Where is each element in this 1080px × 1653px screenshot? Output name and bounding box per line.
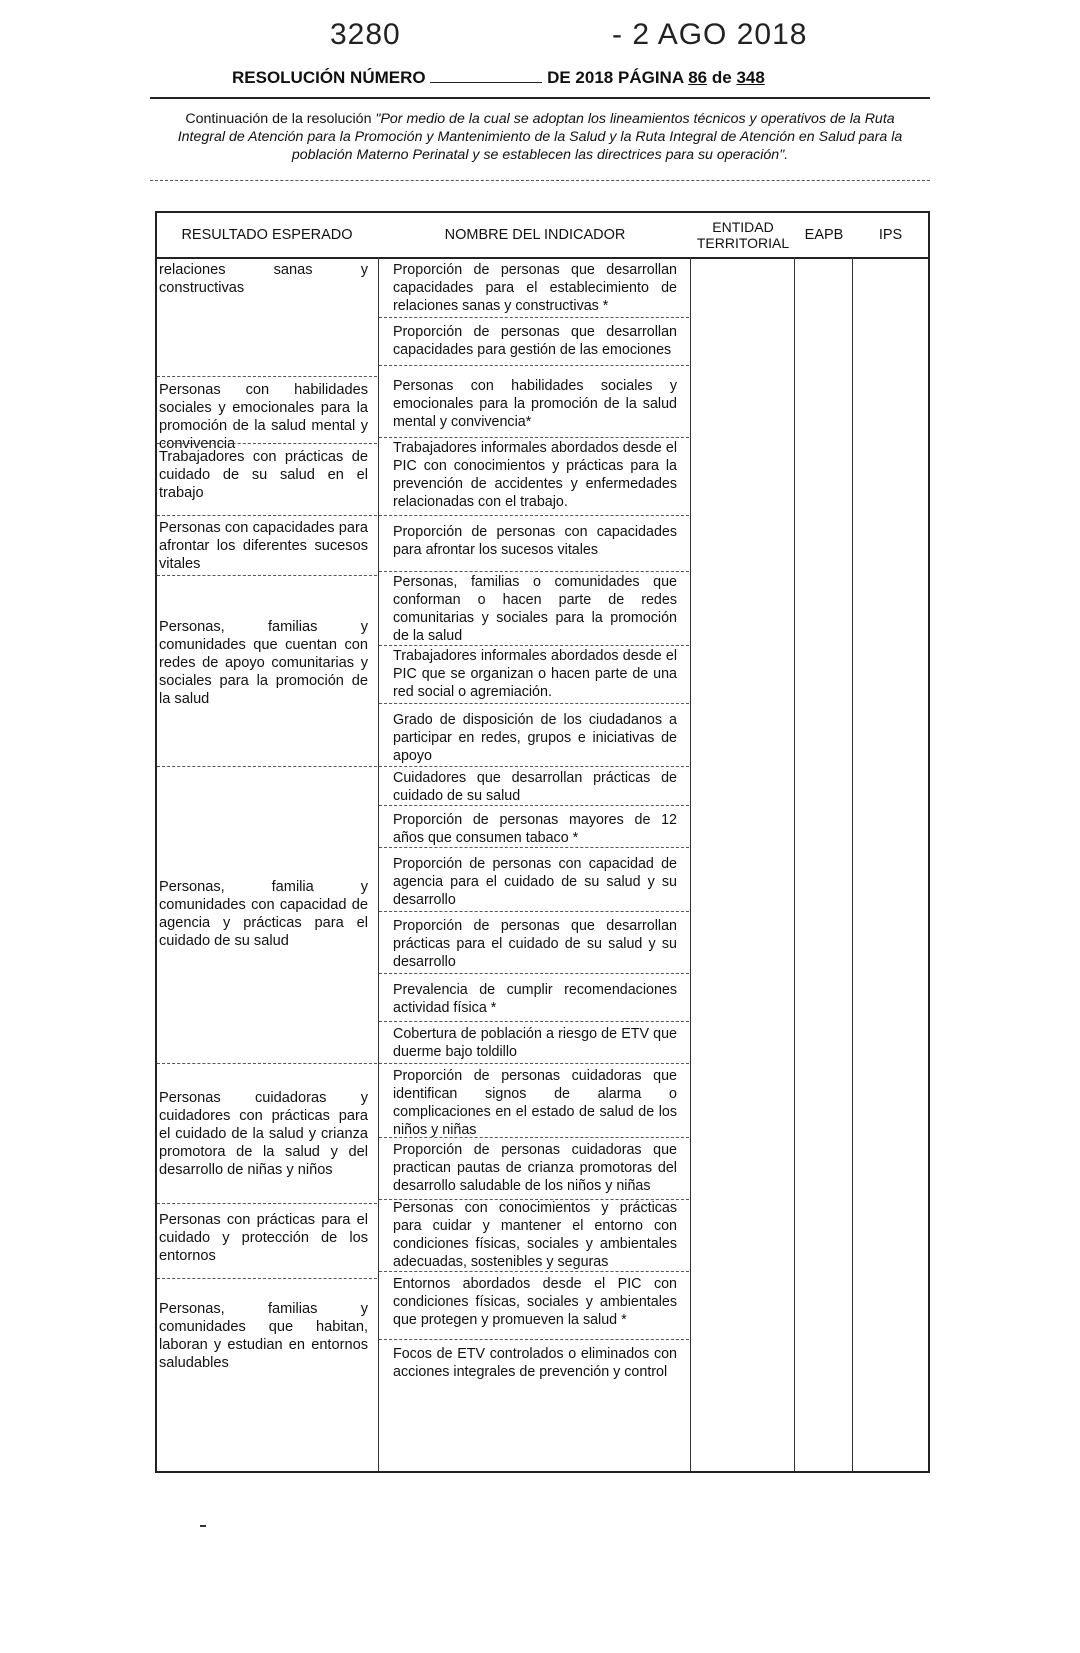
indicator-cell: Proporción de personas con capacidad de agencia para el cuidado de su salud y su desarrollo bbox=[393, 856, 677, 908]
row-separator bbox=[157, 766, 377, 767]
indicator-cell: Personas con conocimientos y prácticas para cuidar y mantener el entorno con condiciones físicas, sociales y ambientales adecuadas, sostenibles y seguras bbox=[393, 1200, 677, 1270]
indicator-cell: Entornos abordados desde el PIC con condiciones físicas, sociales y ambientales que protegen y promueven la salud * bbox=[393, 1276, 677, 1328]
page-of-label: de bbox=[711, 68, 732, 87]
row-separator bbox=[157, 1278, 377, 1279]
indicator-cell: Trabajadores informales abordados desde el PIC con conocimientos y prácticas para la prevención de accidentes y enfermedades relacionadas con el trabajo. bbox=[393, 440, 677, 510]
indicator-separator bbox=[379, 1137, 689, 1138]
indicator-cell: Proporción de personas cuidadoras que practican pautas de crianza promotoras del desarrollo saludable de los niños y niñas bbox=[393, 1142, 677, 1194]
indicator-separator bbox=[379, 847, 689, 848]
result-cell: Personas con prácticas para el cuidado y protección de los entornos bbox=[159, 1212, 368, 1264]
indicators-table bbox=[155, 211, 930, 1473]
indicator-cell: Personas con habilidades sociales y emocionales para la promoción de la salud mental y convivencia* bbox=[393, 378, 677, 430]
resolution-de-label: DE 2018 PÁGINA bbox=[547, 68, 684, 87]
page-number: 86 bbox=[688, 68, 708, 87]
continuation-title: "Por medio de la cual se adoptan los lineamientos técnicos y operativos de la Ruta Integral de Atención para la Promoción y Mantenimiento de la Salud y la Ruta Integral de Atención en Salud para la población Materno Perinatal y se establecen las directrices para su operación". bbox=[177, 111, 903, 163]
header-entidad: ENTIDAD TERRITORIAL bbox=[696, 219, 790, 251]
header-eapb: EAPB bbox=[804, 227, 844, 243]
indicator-cell: Focos de ETV controlados o eliminados con acciones integrales de prevención y control bbox=[393, 1346, 677, 1380]
footer-mark bbox=[200, 1525, 206, 1527]
indicator-separator bbox=[379, 1021, 689, 1022]
result-cell: Trabajadores con prácticas de cuidado de su salud en el trabajo bbox=[159, 449, 368, 501]
result-cell: Personas, familia y comunidades con capacidad de agencia y prácticas para el cuidado de su salud bbox=[159, 879, 368, 949]
header-rule bbox=[150, 97, 930, 99]
continuation-lead: Continuación de la resolución bbox=[185, 111, 372, 127]
result-cell: relaciones sanas y constructivas bbox=[159, 262, 368, 296]
resolution-stamp bbox=[330, 18, 808, 52]
indicator-cell: Grado de disposición de los ciudadanos a participar en redes, grupos e iniciativas de apoyo bbox=[393, 712, 677, 764]
resolution-label: RESOLUCIÓN NÚMERO bbox=[232, 68, 426, 87]
indicator-cell: Prevalencia de cumplir recomendaciones actividad física * bbox=[393, 982, 677, 1016]
indicator-separator bbox=[379, 805, 689, 806]
indicator-separator bbox=[379, 317, 689, 318]
indicator-separator bbox=[379, 1339, 689, 1340]
stamp-date: - 2 AGO 2018 bbox=[612, 18, 808, 51]
continuation-note bbox=[160, 110, 920, 164]
indicator-separator bbox=[379, 571, 689, 572]
result-cell: Personas con habilidades sociales y emocionales para la promoción de la salud mental y convivencia bbox=[159, 382, 368, 452]
indicator-separator bbox=[379, 766, 689, 767]
indicator-cell: Proporción de personas que desarrollan capacidades para el establecimiento de relaciones sanas y constructivas * bbox=[393, 262, 677, 314]
indicator-separator bbox=[379, 365, 689, 366]
indicator-separator bbox=[379, 645, 689, 646]
row-separator bbox=[157, 443, 377, 444]
col-divider-4 bbox=[852, 257, 853, 1471]
indicator-separator bbox=[379, 973, 689, 974]
indicator-cell: Proporción de personas mayores de 12 años que consumen tabaco * bbox=[393, 812, 677, 846]
continuation-rule bbox=[150, 180, 930, 181]
indicator-separator bbox=[379, 515, 689, 516]
indicator-separator bbox=[379, 1063, 689, 1064]
header-ips: IPS bbox=[878, 227, 903, 243]
result-cell: Personas, familias y comunidades que habitan, laboran y estudian en entornos saludables bbox=[159, 1301, 368, 1371]
indicator-cell: Trabajadores informales abordados desde el PIC que se organizan o hacen parte de una red social o agremiación. bbox=[393, 648, 677, 700]
indicator-cell: Proporción de personas cuidadoras que identifican signos de alarma o complicaciones en el estado de salud de los niños y niñas bbox=[393, 1068, 677, 1138]
indicator-cell: Proporción de personas que desarrollan prácticas para el cuidado de su salud y su desarrollo bbox=[393, 918, 677, 970]
indicator-separator bbox=[379, 1271, 689, 1272]
row-separator bbox=[157, 1203, 377, 1204]
indicator-separator bbox=[379, 703, 689, 704]
indicator-cell: Cobertura de población a riesgo de ETV que duerme bajo toldillo bbox=[393, 1026, 677, 1060]
header-resultado: RESULTADO ESPERADO bbox=[181, 227, 353, 243]
row-separator bbox=[157, 515, 377, 516]
indicator-cell: Proporción de personas que desarrollan capacidades para gestión de las emociones bbox=[393, 324, 677, 358]
result-cell: Personas cuidadoras y cuidadores con prácticas para el cuidado de la salud y crianza promotora de la salud y del desarrollo de niñas y niños bbox=[159, 1090, 368, 1178]
indicator-cell: Personas, familias o comunidades que conforman o hacen parte de redes comunitarias y sociales para la promoción de la salud bbox=[393, 574, 677, 644]
header-indicador: NOMBRE DEL INDICADOR bbox=[444, 227, 626, 243]
row-separator bbox=[157, 376, 377, 377]
col-divider-3 bbox=[794, 257, 795, 1471]
indicator-cell: Proporción de personas con capacidades para afrontar los sucesos vitales bbox=[393, 524, 677, 558]
page-total: 348 bbox=[736, 68, 765, 87]
indicator-separator bbox=[379, 911, 689, 912]
resolution-header bbox=[232, 68, 765, 88]
stamp-number: 3280 bbox=[330, 18, 401, 51]
row-separator bbox=[157, 1063, 377, 1064]
result-cell: Personas con capacidades para afrontar los diferentes sucesos vitales bbox=[159, 520, 368, 572]
row-separator bbox=[157, 575, 377, 576]
indicator-cell: Cuidadores que desarrollan prácticas de cuidado de su salud bbox=[393, 770, 677, 804]
col-divider-2 bbox=[690, 257, 691, 1471]
col-divider-1 bbox=[378, 257, 379, 1471]
result-cell: Personas, familias y comunidades que cuentan con redes de apoyo comunitarias y sociales para la promoción de la salud bbox=[159, 619, 368, 707]
indicator-separator bbox=[379, 437, 689, 438]
table-header-row bbox=[157, 213, 928, 259]
